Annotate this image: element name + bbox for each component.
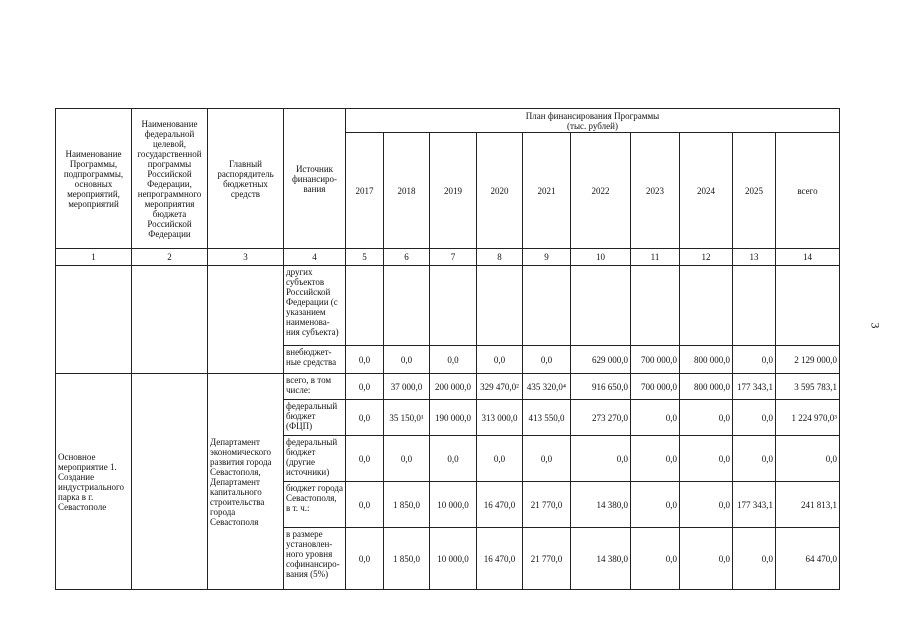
header-year-9: всего [776,133,840,249]
value-cell: 0,0 [430,436,477,482]
header-year-5: 2022 [571,133,631,249]
table-row [56,266,840,346]
cont-col3-empty [208,266,284,374]
source-cell: бюджет города Севастополя, в т. ч.: [284,482,346,528]
source-cell: всего, в том числе: [284,374,346,400]
source-cell: других субъектов Российской Федерации (с указанием наименова-ния субъекта) [284,266,346,346]
header-plan-units: (тыс. рублей) [567,120,618,131]
value-cell: 0,0 [477,436,523,482]
value-cell: 916 650,0 [571,374,631,400]
value-cell: 0,0 [523,346,571,374]
source-cell: внебюджет-ные средства [284,346,346,374]
value-cell [346,266,384,346]
header-year-3: 2020 [477,133,523,249]
column-number: 14 [776,249,840,266]
value-cell: 0,0 [733,436,776,482]
value-cell [776,266,840,346]
value-cell: 190 000,0 [430,400,477,436]
value-cell [523,266,571,346]
header-year-8: 2025 [733,133,776,249]
value-cell: 0,0 [733,528,776,590]
value-cell: 313 000,0 [477,400,523,436]
header-plan-title: План финансирования Программы [525,110,660,121]
value-cell: 14 380,0 [571,528,631,590]
header-year-1: 2018 [384,133,430,249]
header-financing-plan [346,109,840,133]
column-number: 1 [56,249,132,266]
event-name: Основное мероприятие 1. Создание индустриального парка в г. Севастополе [56,374,132,590]
value-cell: 0,0 [346,374,384,400]
value-cell: 200 000,0 [430,374,477,400]
cont-col2-empty [132,266,208,374]
header-year-6: 2023 [631,133,680,249]
value-cell: 0,0 [523,436,571,482]
value-cell: 37 000,0 [384,374,430,400]
value-cell: 700 000,0 [631,346,680,374]
value-cell [384,266,430,346]
value-cell: 0,0 [631,528,680,590]
value-cell: 177 343,1 [733,374,776,400]
value-cell: 0,0 [680,482,733,528]
value-cell: 273 270,0 [571,400,631,436]
header-year-2: 2019 [430,133,477,249]
value-cell: 16 470,0 [477,528,523,590]
header-financing-source: Источник финансиро-вания [284,109,346,249]
value-cell: 21 770,0 [523,528,571,590]
value-cell: 0,0 [430,346,477,374]
header-budget-manager: Главный распорядитель бюджетных средств [208,109,284,249]
value-cell: 0,0 [346,528,384,590]
table-row [56,374,840,400]
value-cell: 1 850,0 [384,528,430,590]
column-number: 3 [208,249,284,266]
value-cell [631,266,680,346]
header-program-name: Наименование Программы, подпрограммы, основных мероприятий, мероприятий [56,109,132,249]
event-col2-empty [132,374,208,590]
header-year-0: 2017 [346,133,384,249]
cont-col1-empty [56,266,132,374]
value-cell [733,266,776,346]
value-cell: 10 000,0 [430,482,477,528]
value-cell: 0,0 [346,400,384,436]
value-cell: 629 000,0 [571,346,631,374]
column-number: 8 [477,249,523,266]
column-number: 13 [733,249,776,266]
value-cell: 0,0 [631,436,680,482]
value-cell: 0,0 [680,436,733,482]
value-cell: 0,0 [776,436,840,482]
column-number: 2 [132,249,208,266]
value-cell: 21 770,0 [523,482,571,528]
value-cell: 241 813,1 [776,482,840,528]
value-cell: 435 320,0⁴ [523,374,571,400]
column-number: 12 [680,249,733,266]
event-manager: Департамент экономического развития города Севастополя, Департамент капитального строительства города Севастополя [208,374,284,590]
value-cell: 0,0 [346,482,384,528]
value-cell: 0,0 [384,346,430,374]
source-cell: в размере установлен-ного уровня софинансиро-вания (5%) [284,528,346,590]
value-cell: 0,0 [680,528,733,590]
value-cell: 800 000,0 [680,374,733,400]
value-cell: 0,0 [384,436,430,482]
value-cell: 3 595 783,1 [776,374,840,400]
column-number: 6 [384,249,430,266]
value-cell: 16 470,0 [477,482,523,528]
value-cell: 700 000,0 [631,374,680,400]
value-cell: 1 224 970,0³ [776,400,840,436]
value-cell: 329 470,0² [477,374,523,400]
value-cell: 0,0 [346,346,384,374]
value-cell [571,266,631,346]
value-cell: 2 129 000,0 [776,346,840,374]
column-number: 7 [430,249,477,266]
source-cell: федеральный бюджет (ФЦП) [284,400,346,436]
source-cell: федеральный бюджет (другие источники) [284,436,346,482]
header-federal-program: Наименование федеральной целевой, государственной программы Российской Федерации, непрограммного мероприятия бюджета Российской Федерации [132,109,208,249]
header-year-4: 2021 [523,133,571,249]
value-cell: 14 380,0 [571,482,631,528]
column-number: 4 [284,249,346,266]
value-cell: 1 850,0 [384,482,430,528]
value-cell: 0,0 [733,400,776,436]
value-cell: 0,0 [680,400,733,436]
value-cell [430,266,477,346]
column-number: 9 [523,249,571,266]
value-cell: 177 343,1 [733,482,776,528]
header-year-7: 2024 [680,133,733,249]
financing-table [55,108,840,590]
value-cell: 0,0 [733,346,776,374]
column-number: 11 [631,249,680,266]
value-cell: 800 000,0 [680,346,733,374]
column-number: 10 [571,249,631,266]
value-cell: 0,0 [571,436,631,482]
page-number: 3 [868,322,883,329]
column-number: 5 [346,249,384,266]
value-cell [477,266,523,346]
value-cell: 10 000,0 [430,528,477,590]
value-cell: 413 550,0 [523,400,571,436]
value-cell: 35 150,0¹ [384,400,430,436]
value-cell: 64 470,0 [776,528,840,590]
value-cell [680,266,733,346]
value-cell: 0,0 [631,400,680,436]
value-cell: 0,0 [477,346,523,374]
value-cell: 0,0 [631,482,680,528]
value-cell: 0,0 [346,436,384,482]
